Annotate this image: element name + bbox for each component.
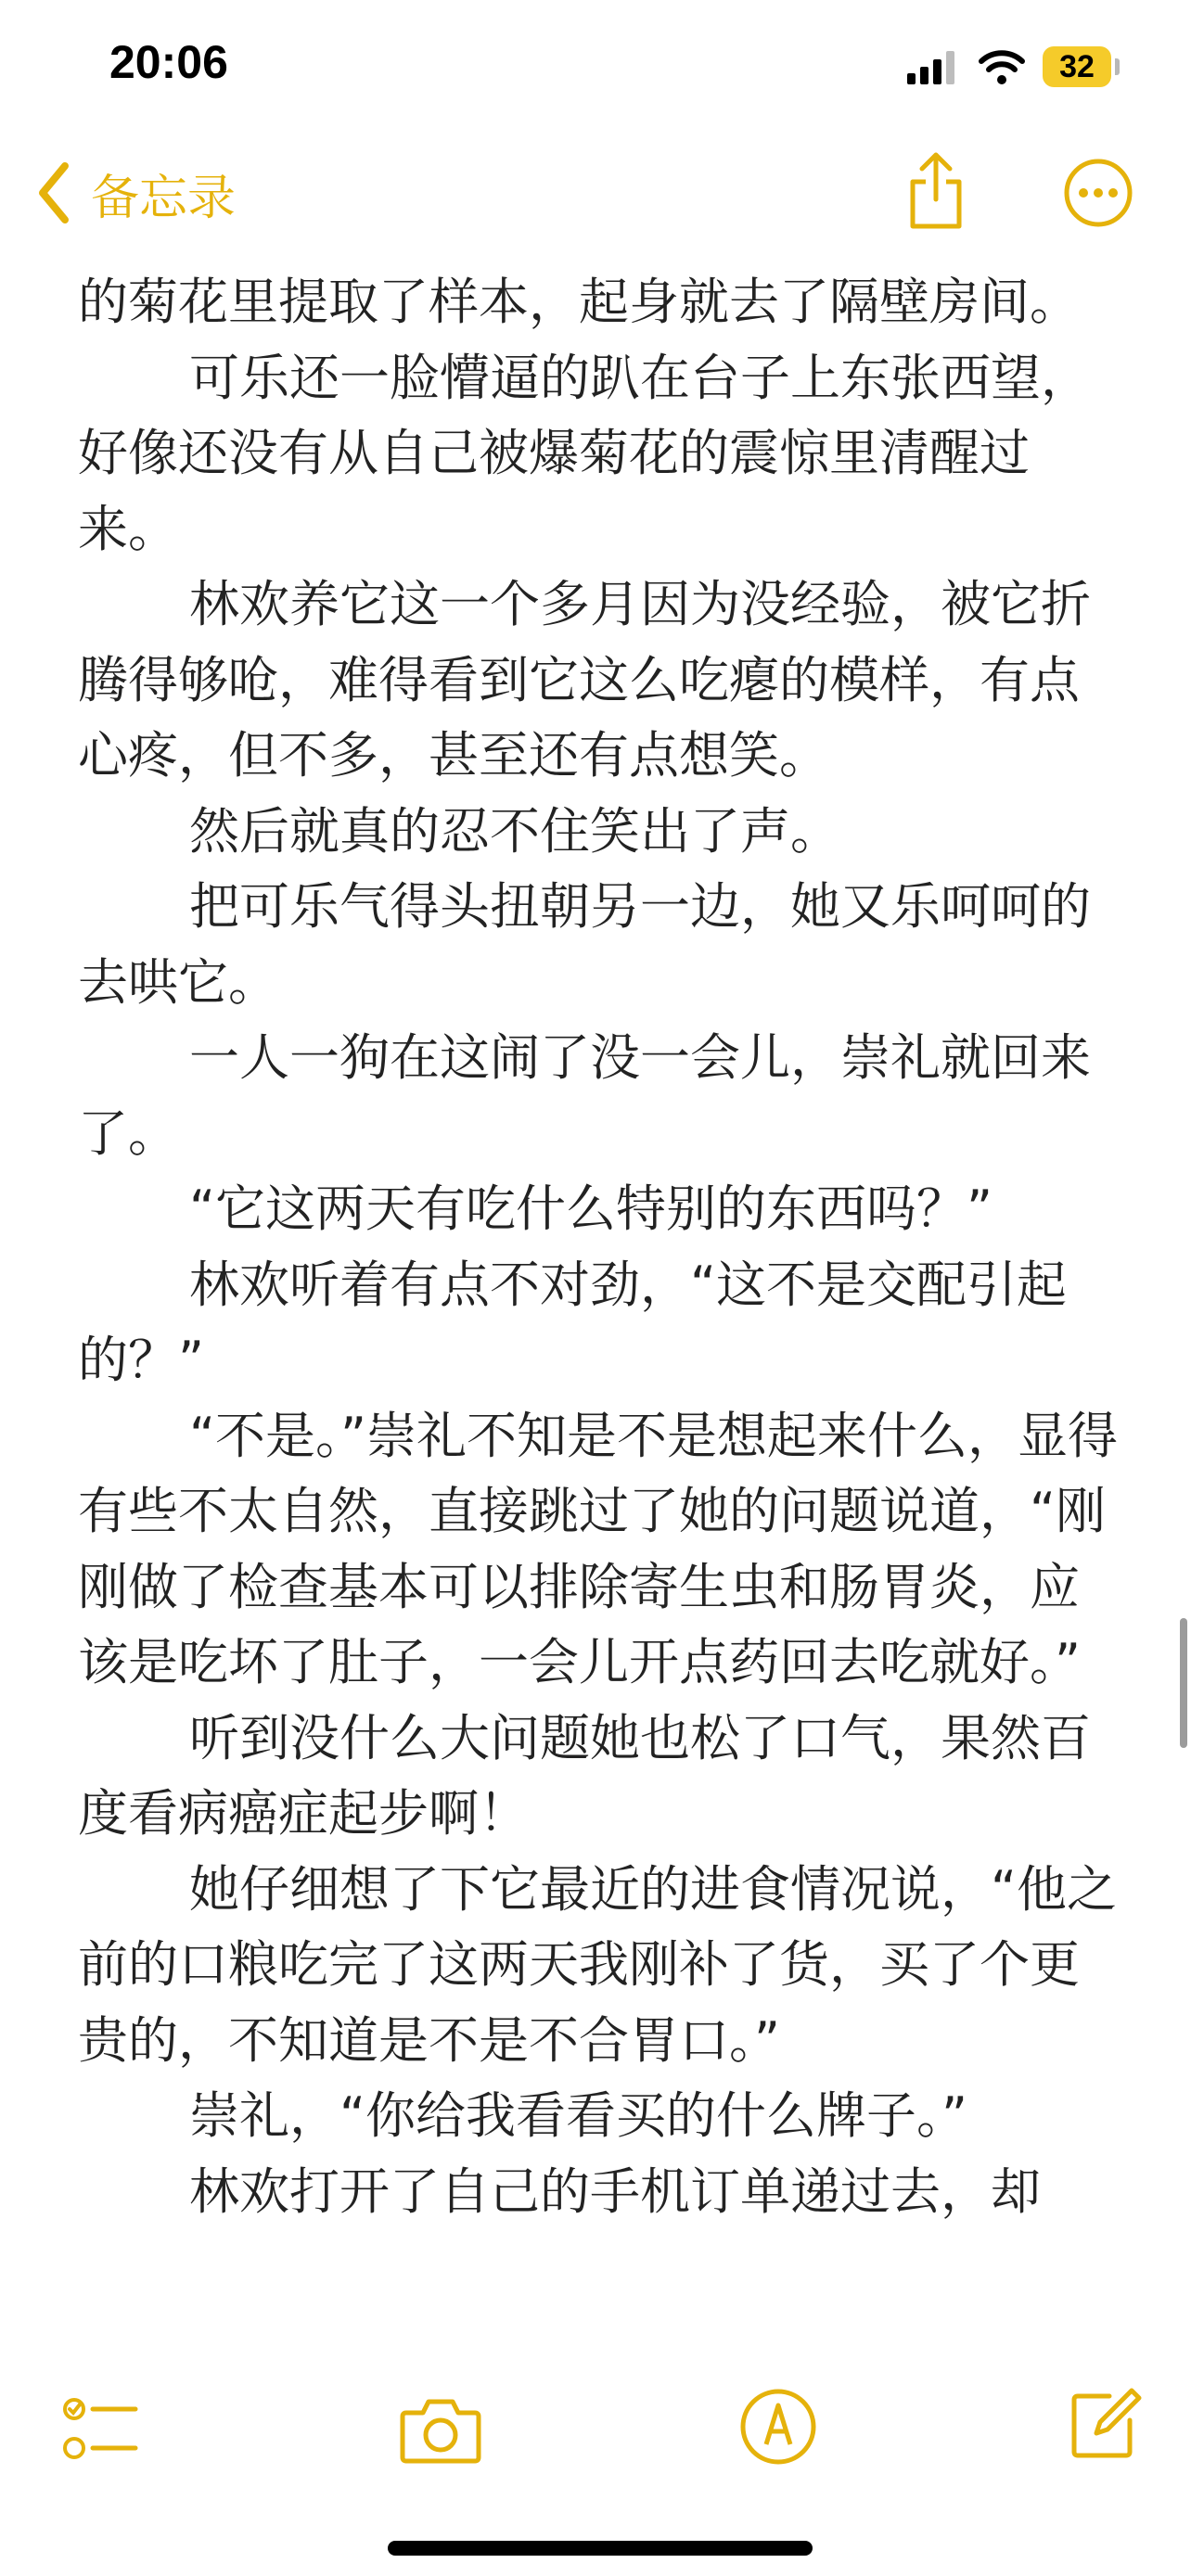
note-body[interactable] bbox=[78, 264, 1121, 2229]
note-paragraph: 可乐还一脸懵逼的趴在台子上东张西望，好像还没有从自己被爆菊花的震惊里清醒过来。 bbox=[78, 348, 1091, 558]
note-paragraph: 听到没什么大问题她也松了口气，果然百度看病癌症起步啊！ bbox=[78, 1708, 1091, 1843]
compose-icon[interactable] bbox=[1069, 2383, 1143, 2461]
chevron-left-icon bbox=[35, 160, 72, 225]
note-paragraph: 林欢听着有点不对劲，“这不是交配引起的？” bbox=[78, 1255, 1067, 1389]
note-paragraph: 然后就真的忍不住笑出了声。 bbox=[189, 801, 840, 861]
scroll-indicator[interactable] bbox=[1180, 1618, 1187, 1748]
note-paragraph: 把可乐气得头扭朝另一边，她又乐呵呵的去哄它。 bbox=[78, 877, 1091, 1012]
checklist-icon[interactable] bbox=[61, 2391, 139, 2468]
more-icon[interactable] bbox=[1063, 158, 1133, 228]
signal-icon bbox=[907, 51, 955, 84]
status-bar bbox=[0, 0, 1191, 139]
note-paragraph: “不是。”崇礼不知是不是想起来什么，显得有些不太自然，直接跳过了她的问题说道，“刚刚做了检查基本可以排除寄生虫和肠胃炎，应该是吃坏了肚子，一会儿开点药回去吃就好。” bbox=[78, 1406, 1118, 1691]
wifi-icon bbox=[978, 48, 1026, 85]
note-paragraph: 一人一狗在这闹了没一会儿，崇礼就回来了。 bbox=[78, 1028, 1091, 1163]
note-paragraph: 林欢养它这一个多月因为没经验，被它折腾得够呛，难得看到它这么吃瘪的模样，有点心疼，但不多，甚至还有点想笑。 bbox=[78, 575, 1091, 784]
status-time: 20:06 bbox=[109, 36, 228, 88]
battery-tip bbox=[1115, 58, 1120, 75]
share-icon[interactable] bbox=[903, 148, 968, 232]
note-paragraph: 她仔细想了下它最近的进食情况说，“他之前的口粮吃完了这两天我刚补了货，买了个更贵的，不知道是不是不合胃口。” bbox=[78, 1859, 1117, 2070]
back-label: 备忘录 bbox=[91, 170, 237, 226]
battery-icon: 32 bbox=[1043, 46, 1111, 87]
note-paragraph: 崇礼，“你给我看看买的什么牌子。” bbox=[189, 2086, 967, 2145]
note-paragraph: “它这两天有吃什么特别的东西吗？” bbox=[189, 1180, 992, 1238]
note-paragraph: 的菊花里提取了样本，起身就去了隔壁房间。 bbox=[78, 273, 1080, 331]
markup-icon[interactable] bbox=[738, 2387, 818, 2467]
home-indicator[interactable] bbox=[388, 2541, 813, 2556]
note-paragraph: 林欢打开了自己的手机订单递过去，却 bbox=[189, 2162, 1041, 2221]
camera-icon[interactable] bbox=[399, 2392, 482, 2467]
back-button[interactable] bbox=[35, 156, 236, 230]
